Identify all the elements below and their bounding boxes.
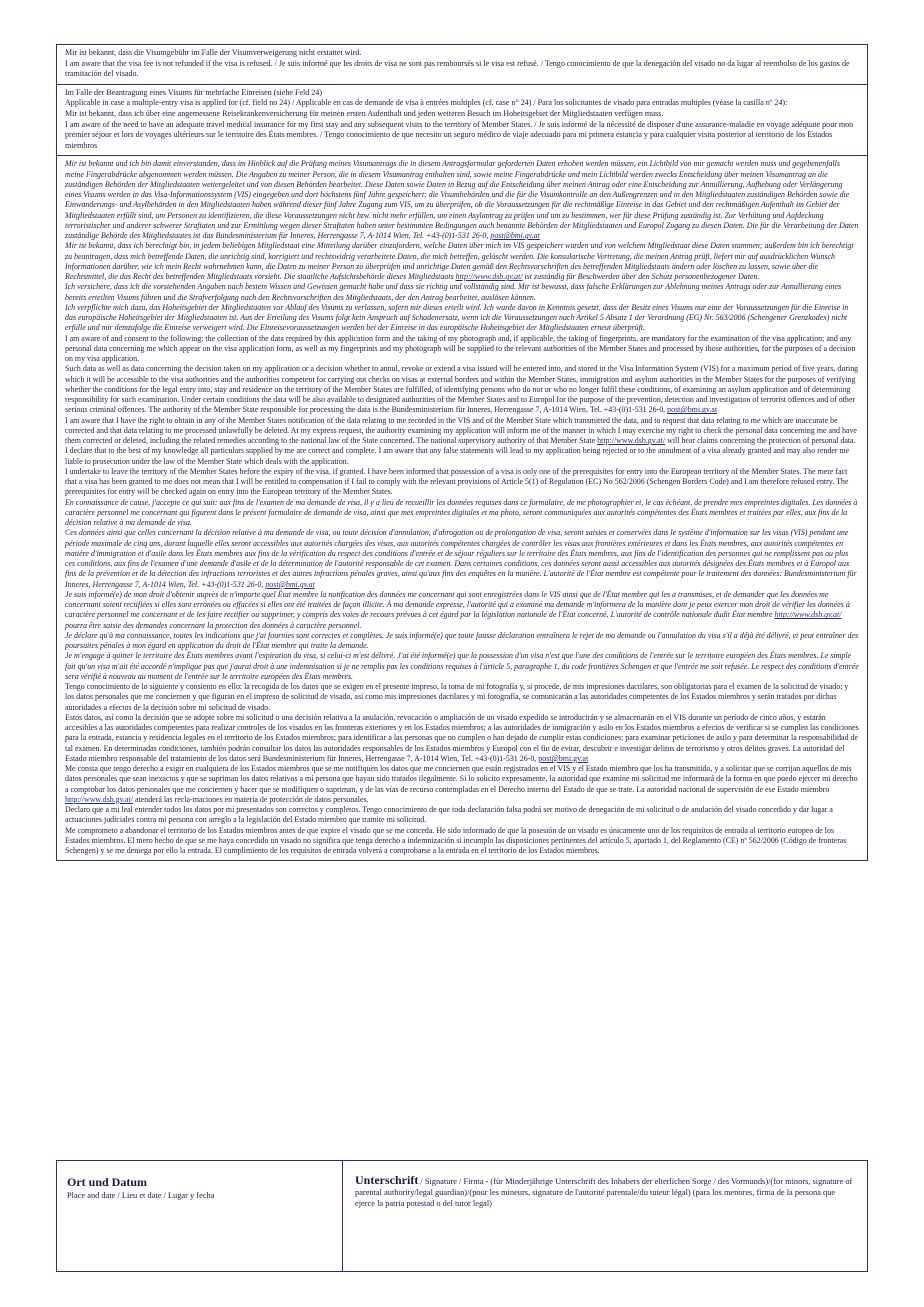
french-declaration: [65, 498, 859, 683]
dsb-link[interactable]: http://www.dsb.gv.at/: [65, 794, 133, 804]
place-date-field[interactable]: [57, 1161, 343, 1271]
signature-block: [56, 1160, 868, 1272]
dsb-link[interactable]: http://www.dsb.gv.at/: [774, 610, 842, 620]
email-link[interactable]: post@bmi.gv.at: [265, 579, 315, 589]
paragraph-text: Declaro que a mi leal entender todos los datos por mí presentados son correctos y completos. Tengo conocimiento de que toda declaración falsa podrá ser motivo de denegación de mi solicitud o de anulación del visado concedido y dar lugar a actuaciones judiciales contra mi persona con arreglo a la legislación del Estado miembro que tramite mi solicitud.: [65, 805, 833, 825]
visa-fee-notice: [57, 45, 867, 85]
signature-field[interactable]: [343, 1161, 867, 1271]
signature-title: Unterschrift: [355, 1173, 419, 1187]
signature-label: [355, 1175, 855, 1209]
english-declaration: [65, 334, 859, 498]
spanish-declaration: [65, 682, 859, 856]
email-link[interactable]: post@bmi.gv.at: [490, 231, 540, 241]
paragraph-text: pourra être saisie des demandes concernant la protection des données à caractère personnel.: [65, 620, 362, 630]
paragraph-text: I declare that to the best of my knowledge all particulars supplied by me are correct and complete. I am aware that any false statements will lead to my application being rejected or to the annulment of a visa already granted and may also render me liable to prosecution under the law of the Member State which deals with the application.: [65, 446, 850, 466]
notice-text: I am aware of the need to have an adequate travel medical insurance for my first stay and any subsequent visits to the territory of Member States. / Je suis informé de la nécessité de disposer d'une assurance-maladie en voyage adéquate pour mon premier séjour et lors de voyages ultérieurs sur le territoire des États membres. / Tengo conocimiento de que necesito un seguro médico de viaje adecuado para mi primera estancia y para cualquier visita posterior al territorio de los Estados miembros: [65, 119, 854, 150]
dsb-link[interactable]: http://www.dsb.gv.at/: [455, 272, 523, 282]
multiple-entry-notice: [57, 85, 867, 157]
german-declaration: [65, 159, 859, 333]
place-date-title: Ort und Datum: [67, 1175, 148, 1189]
notice-text: Im Falle der Beantragung eines Visums für mehrfache Einreisen (siehe Feld 24): [65, 87, 323, 97]
paragraph-text: Ich versichere, dass ich die vorstehenden Angaben nach bestem Wissen und Gewissen gemacht habe und dass sie richtig und vollständig sind. Mir ist bewusst, dass falsche Erklärungen zur Ablehnung meines Antrags oder zur Annullierung eines bereits erteilten Visums führen und die Strafverfolgung nach den Rechtsvorschriften des Mitgliedstaats, der den Antrag bearbeitet, auslösen können.: [65, 282, 842, 302]
paragraph-text: I am aware of and consent to the following: the collection of the data required by this application form and the taking of my photograph and, if applicable, the taking of fingerprints, are mandatory for the examination of the visa application; and any personal data concerning me which appear on the visa application form, as well as my fingerprints and my photograph will be supplied to the relevant authorities of the Member States and processed by those authorities, for the purposes of a decision on my visa application.: [65, 333, 856, 364]
paragraph-text: Ces données ainsi que celles concernant la décision relative à ma demande de visa, ou toute décision d'annulation, d'abrogation ou de prolongation de visa, seront saisies et conservées dans le système d'information sur les visas (VIS) pendant une période maximale de cinq ans, durant laquelle elles seront accessibles aux autorités chargées des visas, aux autorités compétentes chargées de contrôler les visas aux frontières extérieures et dans les États membres, aux autorités compétentes en matière d'immigration et d'asile dans les États membres aux fins de la vérification du respect des conditions d'entrée et de séjour réguliers sur le territoire des États membres, aux fins de l'identification des personnes qui ne remplissent pas ou plus ces conditions, aux fins de l'examen d'une demande d'asile et de la détermination de l'autorité responsable de cet examen. Dans certaines conditions, ces données seront aussi accessibles aux autorités désignées des États membres et à Europol aux fins de la prévention et de la détection des infractions terroristes et des autres infractions pénales graves, ainsi qu'aux fins des enquêtes en la matière. L'autorité de l'État membre est compétente pour le traitement des données: Bundesministerium für Inneres, Herrengasse 7, A-1014 Wien, Tel. +43-(0)1-531 26-0,: [65, 528, 857, 589]
paragraph-text: ist zuständig für Beschwerden über den Schutz personenbezogener Daten.: [524, 272, 760, 282]
paragraph-text: Je m'engage à quitter le territoire des États membres avant l'expiration du visa, si celui-ci m'est délivré. J'ai été informé(e) que la possession d'un visa n'est que l'une des conditions de l'entrée sur le territoire européen des États membres. Le simple fait qu'un visa m'ait été accordé n'implique pas que j'aurai droit à une indemnisation si je ne remplis pas les conditions requises à l'article 5, paragraphe 1, du code frontières Schengen et que l'entrée me soit refusée. Le respect des conditions d'entrée sera vérifié à nouveau au moment de l'entrée sur le territoire européen des États membres.: [65, 651, 859, 681]
paragraph-text: atenderá las recla-maciones en materia de protección de datos personales.: [134, 794, 369, 804]
notice-text: Mir ist bekannt, dass die Visumgebühr im Falle der Visumverweigerung nicht erstattet wird.: [65, 48, 362, 57]
paragraph-text: Tengo conocimiento de lo siguiente y consiento en ello: la recogida de los datos que se exigen en el presente impreso, la toma de mi fotografía y, si procede, de mis impresiones dactilares, son obligatorias para el examen de la solicitud de visado; y los datos personales que me conciernen y que figuran en el impreso de solicitud de visado, así como mis impresiones dactilares y mi fotografía, se comunicarán a las autoridades competentes de los Estados miembros y serán tratados por dichas autoridades a efectos de la decisión sobre mi solicitud de visado.: [65, 682, 849, 712]
paragraph-text: Such data as well as data concerning the decision taken on my application or a decision whether to annul, revoke or extend a visa issued will be entered into, and stored in the Visa Information System (VIS) for a maximum period of five years, during which it will be accessible to the visa authorities and the authorities competent for carrying out checks on visas at external borders and within the Member States, immigration and asylum authorities in the Member States for the purposes of verifying whether the conditions for the legal entry into, stay and residence on the territory of the Member States are fulfilled, of identifying persons who do not or who no longer fulfil these conditions, of examining an asylum application and of determining responsibility for such examination. Under certain conditions the data will be also available to designated authorities of the Member States and to Europol for the purpose of the prevention, detection and investigation of terrorist offences and of other serious criminal offences. The authority of the Member State responsible for processing the data is the Bundesministerium für Inneres, Herrengasse 7, A-1014 Wien, Tel. +43-(0)1-531 26-0,: [65, 364, 859, 415]
dsb-link[interactable]: http://www.dsb.gv.at/: [597, 436, 666, 446]
email-link[interactable]: post@bmi.gv.at: [538, 753, 589, 763]
paragraph-text: En connaissance de cause, j'accepte ce qui suit: aux fins de l'examen de ma demande de visa, il y a lieu de recueillir les données requises dans ce formulaire, de me photographier et, le cas échéant, de prendre mes empreintes digitales. Les données à caractère personnel me concernant qui figurent dans le présent formulaire de demande de visa, ainsi que mes empreintes digitales et ma photo, seront communiquées aux autorités compétentes des États membres et traitées par elles, aux fins de la décision relative à ma demande de visa.: [65, 497, 858, 528]
paragraph-text: I undertake to leave the territory of the Member States before the expiry of the visa, if granted. I have been informed that possession of a visa is only one of the prerequisites for entry into the European territory of the Member States. The mere fact that a visa has been granted to me does not mean that I will be entitled to compensation if I fail to comply with the relevant provisions of Article 5(1) of Regulation (EC) No 562/2006 (Schengen Borders Code) and I am therefore refused entry. The prerequisites for entry will be checked again on entry into the European territory of the Member States.: [65, 466, 849, 497]
email-link[interactable]: post@bmi.gv.at: [667, 405, 718, 415]
paragraph-text: Je suis informé(e) de mon droit d'obtenir auprès de n'importe quel État membre la notification des données me concernant qui sont enregistrées dans le VIS ainsi que de l'État membre qui les a transmises, et de demander que les données me concernant soient rectifiées si elles sont erronées ou effacées si elles ont été traitées de façon illicite. À ma demande expresse, l'autorité qui a examiné ma demande m'informera de la manière dont je peux exercer mon droit de vérifier les données à caractère personnel me concernant et de les faire rectifier ou supprimer, y compris des voies de recours prévues à cet égard par la législation nationale de l'État concerné. L'autorité de contrôle nationale dudit État membre: [65, 589, 850, 620]
paragraph-text: Mir ist bekannt, dass ich berechtigt bin, in jedem beliebigen Mitgliedstaat eine Mitteilung darüber einzufordern, welche Daten über mich im VIS gespeichert wurden und von welchem Mitgliedstaat diese Daten stammen; außerdem bin ich berechtigt zu beantragen, dass mich betreffende Daten, die unrichtig sind, korrigiert und rechtswidrig verarbeitete Daten, die mich betreffen, gelöscht werden. Die konsularische Vertretung, die meinen Antrag prüft, liefert mir auf ausdrücklichen Wunsch Informationen darüber, wie ich mein Recht wahrnehmen kann, die Daten zu meiner Person zu überprüfen und unrichtige Daten gemäß den Rechtsvorschriften des betreffenden Mitgliedstaats ändern oder löschen zu lassen, sowie über die Rechtsmittel, die das Recht des betreffenden Mitgliedstaats vorsieht. Die staatliche Aufsichtsbehörde dieses Mitgliedstaats: [65, 241, 854, 282]
paragraph-text: Mir ist bekannt und ich bin damit einverstanden, dass im Hinblick auf die Prüfung meines Visumantrags die in diesem Antragsformular geforderten Daten erhoben werden müssen, ein Lichtbild von mir gemacht werden muss und gegebenenfalls meine Fingerabdrücke abgenommen werden müssen. Die Angaben zu meiner Person, die in diesem Visumantrag enthalten sind, sowie meine Fingerabdrücke und mein Lichtbild werden zwecks Entscheidung über meinen Visumantrag an die zuständigen Behörden der Mitgliedstaaten weitergeleitet und von diesen Behörden bearbeitet. Diese Daten sowie Daten in Bezug auf die Entscheidung über meinen Antrag oder eine Entscheidung zur Annullierung, Aufhebung oder Verlängerung eines Visums werden in das Visa-Informationssystem (VIS) eingegeben und dort höchstens fünf Jahre gespeichert; die Visumbehörden und die für die Visumkontrolle an den Außengrenzen und in den Mitgliedstaaten zuständigen Behörden sowie die Einwanderungs- und Asylbehörden in den Mitgliedstaaten haben während dieser fünf Jahre Zugang zum VIS, um zu überprüfen, ob die Voraussetzungen für die rechtmäßige Einreise in das Gebiet und den rechtmäßigen Aufenthalt im Gebiet der Mitgliedstaaten erfüllt sind, um Personen zu identifizieren, die diese Voraussetzungen nicht bzw. nicht mehr erfüllen, um einen Asylantrag zu prüfen und um zu bestimmen, wer für diese Prüfung zuständig ist. Zur Verhütung und Aufdeckung terroristischer und anderer schwerer Straftaten und zur Ermittlung wegen dieser Straftaten haben unter bestimmten Bedingungen auch benannte Behörden der Mitgliedstaaten und Europol Zugang zu diesen Daten. Die für die Verarbeitung der Daten zuständige Behörde des Mitgliedstaates ist das Bundesministerium für Inneres, Herrengasse 7, A-1014 Wien, Tel. +43-(0)1-531 26-0,: [65, 159, 859, 241]
notice-text: I am aware that the visa fee is not refunded if the visa is refused. / Je suis informé que les droits de visa ne sont pas remboursés si le visa est refusé. / Tengo conocimiento de que la denegación del visado no da lugar al reembolso de los gastos de tramitación del visado.: [65, 58, 850, 79]
paragraph-text: Me consta que tengo derecho a exigir en cualquiera de los Estados miembros que se me notifiquen los datos que me conciernen que están registrados en el VIS y el Estado miembro que los ha transmitido, y a solicitar que se corrijan aquellos de mis datos personales que sean inexactos y que se supriman los datos relativos a mí persona que hayan sido tratados ilegalmente. Si lo solicito expresamente, la autoridad que examine mi solicitud me informará de la forma en que puedo ejercer mi derecho a comprobar los datos personales que me conciernen y hacer que se modifiquen o supriman, y de las vías de recurso contempladas en el Derecho interno del Estado de que se trate. La autoridad nacional de supervisión de ese Estado miembro: [65, 764, 858, 794]
paragraph-text: Je déclare qu'à ma connaissance, toutes les indications que j'ai fournies sont correctes et complètes. Je suis informé(e) que toute fausse déclaration entraînera le rejet de ma demande ou l'annulation du visa s'il a déjà été délivré, et peut entraîner des poursuites pénales à mon égard en application du droit de l'État membre qui traite la demande.: [65, 630, 859, 651]
paragraph-text: Me comprometo a abandonar el territorio de los Estados miembros antes de que expire el visado que se me conceda. He sido informado de que la posesión de un visado es únicamente uno de los requisitos de entrada al territorio europeo de los Estados miembros. El mero hecho de que se me haya concedido un visado no significa que tenga derecho a indemnización si incumplo las disposiciones pertinentes del artículo 5, apartado 1, del Reglamento (CE) nº 562/2006 (Código de fronteras Schengen) y se me deniega por ello la entrada. El cumplimiento de los requisitos de entrada volverá a comprobarse a la entrada en el territorio de los Estados miembros.: [65, 825, 847, 856]
data-protection-declaration: [57, 156, 867, 860]
declaration-form: [56, 44, 868, 861]
signature-subtitle: / Signature / Firma - (für Minderjährige Unterschrift des Inhabers der elterlichen Sorge / des Vormunds)/(for minors, signature of parental authority/legal guardian)/(pour les mineurs, signature de l'autorité parentale/du tuteur légal) (para los menores, firma de la persona que ejerce la patria potestad o del tutor legal): [355, 1177, 853, 1208]
notice-text: Mir ist bekannt, dass ich über eine angemessene Reisekrankenversicherung für meinen ersten Aufenthalt und jeden weiteren Besuch im Hoheitsgebiet der Mitgliedstaaten verfügen muss.: [65, 108, 664, 118]
place-date-subtitle: Place and date / Lieu et date / Lugar y fecha: [67, 1191, 215, 1200]
paragraph-text: Ich verpflichte mich dazu, das Hoheitsgebiet der Mitgliedstaaten vor Ablauf des Visums zu verlassen, sofern mir dieses erteilt wird. Ich wurde davon in Kenntnis gesetzt, dass der Besitz eines Visums nur eine der Voraussetzungen für die Einreise in das europäische Hoheitsgebiet der Mitgliedstaaten ist. Aus der Erteilung des Visums folgt kein Anspruch auf Schadenersatz, wenn ich die Voraussetzungen nach Artikel 5 Absatz 1 der Verordnung (EG) Nr. 563/2006 (Schengener Grenzkodex) nicht erfülle und mir demzufolge die Einreise verweigert wird. Die Einreisevoraussetzungen werden bei der Einreise in das europäische Hoheitsgebiet der Mitgliedstaaten erneut überprüft.: [65, 302, 849, 333]
paragraph-text: I am aware that I have the right to obtain in any of the Member States notification of the data relating to me recorded in the VIS and of the Member State which transmitted the data, and to request that data relating to me which are inaccurate be corrected and that data relating to me processed unlawfully be deleted. At my express request, the authority examining my application will inform me of the manner in which I may exercise my right to check the personal data concerning me and have them corrected or deleted, including the related remedies according to the national law of the State concerned. The national supervisory authority of that Member State: [65, 415, 857, 446]
paragraph-text: will hear claims concerning the protection of personal data.: [667, 436, 856, 446]
paragraph-text: Estos datos, así como la decisión que se adopte sobre mi solicitud o una decisión relativa a la anulación, revocación o ampliación de un visado expedido se introducirán y se almacenarán en el VIS durante un período de cinco años, y estarán accesibles a las autoridades competentes para realizar controles de los visados en las fronteras exteriores y en los Estados miembros; a las autoridades de inmigración y asilo en los Estados miembros a efectos de verificar si se cumplen las condiciones para la entrada, estancia y residencia legales en el territorio de los Estados miembros; para identificar a las personas que no cumplen o han dejado de cumplir estas condiciones; para examinar peticiones de asilo y para determinar la responsabilidad de tal examen. En determinadas condiciones, también podrán consultar los datos las autoridades responsables de los Estados miembros y Europol con el fin de evitar, descubrir e investigar delitos de terrorismo y otros delitos graves. La autoridad del Estado miembro responsable del tratamiento de los datos será Bundesministerium für Inneres, Herrengasse 7, A-1014 Wien, Tel. +43-(0)1-531 26-0,: [65, 712, 859, 763]
notice-text: Applicable in case a multiple-entry visa is applied for (cf. field no 24) / Applicable en cas de demande de visa à entrées multiples (cf. case n° 24) / Para los solicitantes de visado para entradas multiples (véase la casilla nº 24):: [65, 98, 788, 108]
